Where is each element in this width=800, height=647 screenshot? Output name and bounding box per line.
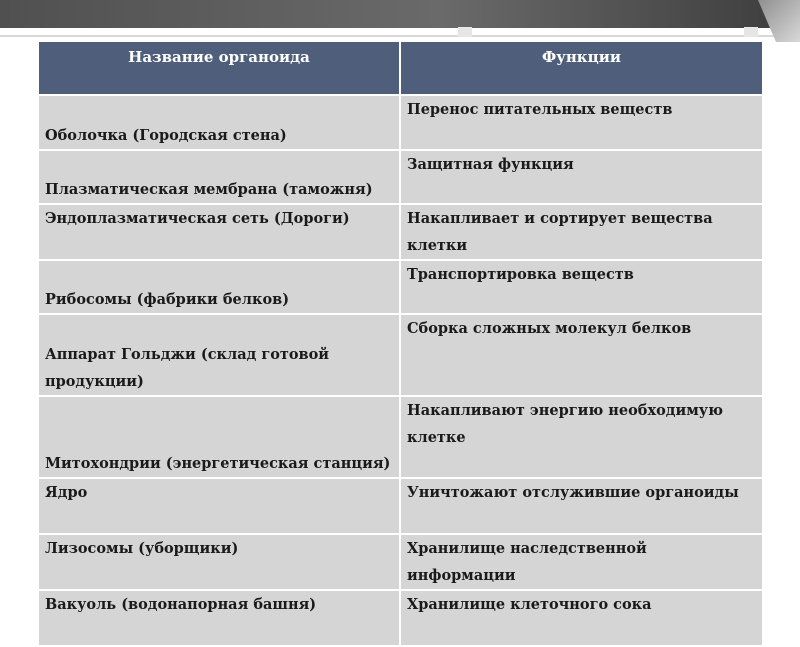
- function-cell: Хранилище клеточного сока: [400, 590, 762, 646]
- slide-accent-square: [744, 27, 758, 37]
- slide-accent-line: [0, 35, 800, 37]
- organelle-name-cell: Эндоплазматическая сеть (Дороги): [39, 204, 400, 260]
- organelles-table-container: [39, 42, 762, 613]
- slide-accent-square: [458, 27, 472, 37]
- table-row: [39, 95, 762, 150]
- table-row: [39, 478, 762, 534]
- function-cell: Перенос питательных веществ: [400, 95, 762, 150]
- slide-top-band: [0, 0, 800, 28]
- table-row: [39, 260, 762, 314]
- organelle-name-cell: Митохондрии (энергетическая станция): [39, 396, 400, 478]
- column-header-functions: Функции: [400, 42, 762, 95]
- organelle-name-cell: Оболочка (Городская стена): [39, 95, 400, 150]
- organelle-name-cell: Вакуоль (водонапорная башня): [39, 590, 400, 646]
- table-row: [39, 314, 762, 396]
- function-cell: Защитная функция: [400, 150, 762, 204]
- table-row: [39, 396, 762, 478]
- organelle-name-cell: Лизосомы (уборщики): [39, 534, 400, 590]
- organelle-name-cell: Ядро: [39, 478, 400, 534]
- function-cell: Уничтожают отслужившие органоиды: [400, 478, 762, 534]
- table-row: [39, 534, 762, 590]
- function-cell: Транспортировка веществ: [400, 260, 762, 314]
- table-row: [39, 204, 762, 260]
- column-header-organelle: Название органоида: [39, 42, 400, 95]
- table-header-row: [39, 42, 762, 95]
- table-row: [39, 150, 762, 204]
- organelle-name-cell: Плазматическая мембрана (таможня): [39, 150, 400, 204]
- function-cell: Накапливает и сортирует вещества клетки: [400, 204, 762, 260]
- organelle-name-cell: Рибосомы (фабрики белков): [39, 260, 400, 314]
- function-cell: Накапливают энергию необходимую клетке: [400, 396, 762, 478]
- function-cell: Хранилище наследственной информации: [400, 534, 762, 590]
- function-cell: Сборка сложных молекул белков: [400, 314, 762, 396]
- organelle-name-cell: Аппарат Гольджи (склад готовой продукции): [39, 314, 400, 396]
- table-row: [39, 590, 762, 646]
- organelles-table: [39, 42, 762, 647]
